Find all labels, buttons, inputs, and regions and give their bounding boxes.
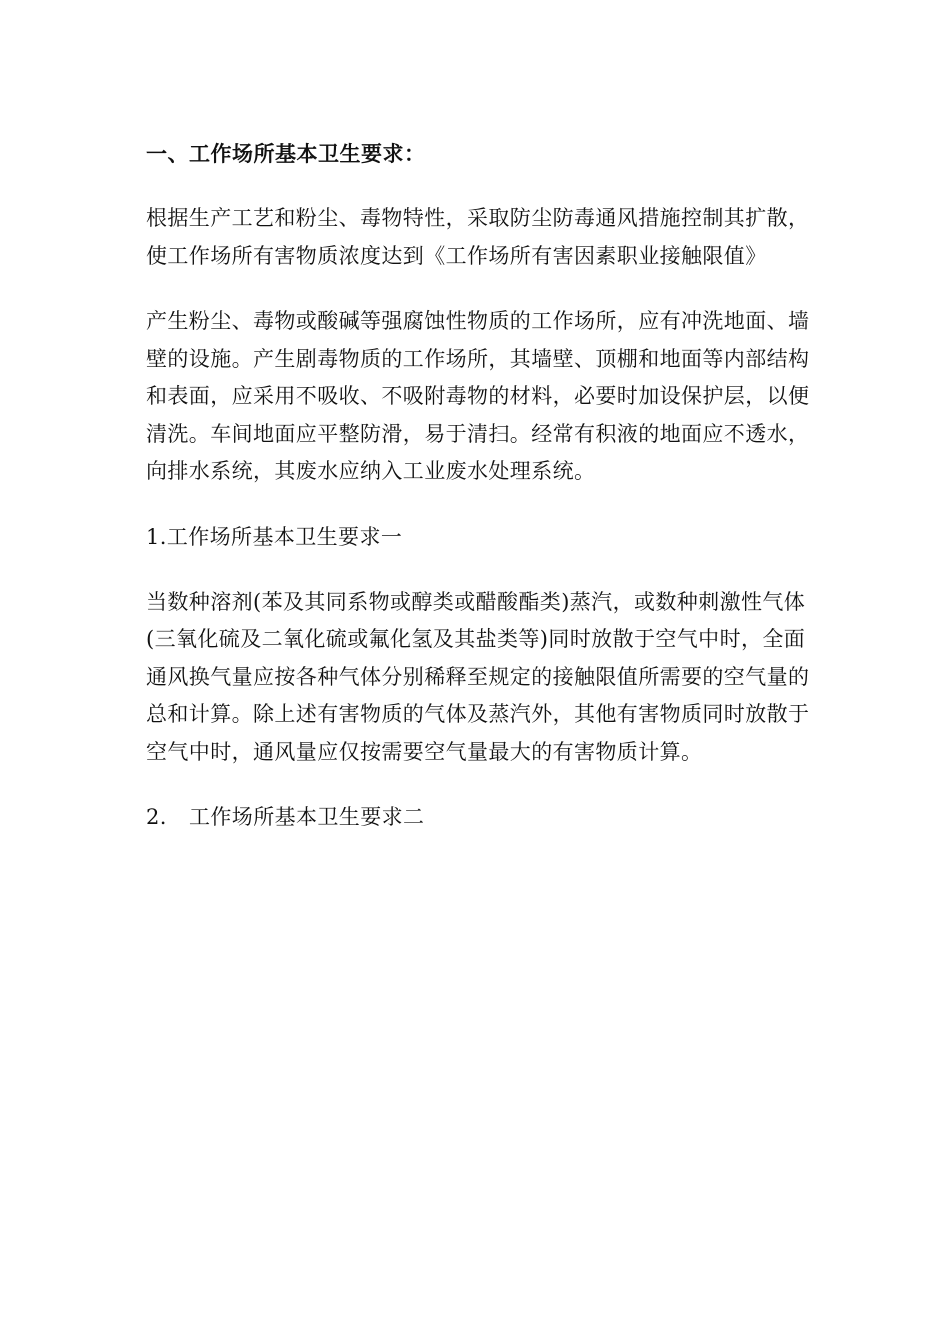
subsection-number: 2. (146, 805, 167, 829)
subsection-title-text: 工作场所基本卫生要求二 (189, 805, 425, 829)
subsection-title-2 (146, 799, 811, 836)
subsection-number: 1. (146, 524, 167, 549)
paragraph-washing-facilities: 产生粉尘、毒物或酸碱等强腐蚀性物质的工作场所，应有冲洗地面、墙壁的设施。产生剧毒物质的工作场所，其墙壁、顶棚和地面等内部结构和表面，应采用不吸收、不吸附毒物的材料，必要时加设保护层，以便清洗。车间地面应平整防滑，易于清扫。经常有积液的地面应不透水，向排水系统，其废水应纳入工业废水处理系统。 (146, 309, 810, 483)
section-heading: 一、工作场所基本卫生要求： (146, 141, 426, 166)
document-body (146, 135, 811, 864)
paragraph-ventilation-control: 根据生产工艺和粉尘、毒物特性，采取防尘防毒通风措施控制其扩散，使工作场所有害物质浓度达到《工作场所有害因素职业接触限值》 (146, 206, 810, 268)
subsection-title-text: 工作场所基本卫生要求一 (166, 524, 403, 549)
subsection-title-1 (146, 519, 811, 556)
paragraph-ventilation-volume: 当数种溶剂(苯及其同系物或醇类或醋酸酯类)蒸汽，或数种刺激性气体(三氧化硫及二氧化硫或氟化氢及其盐类等)同时放散于空气中时，全面通风换气量应按各种气体分别稀释至规定的接触限值所需要的空气量的总和计算。除上述有害物质的气体及蒸汽外，其他有害物质同时放散于空气中时，通风量应仅按需要空气量最大的有害物质计算。 (146, 589, 810, 764)
